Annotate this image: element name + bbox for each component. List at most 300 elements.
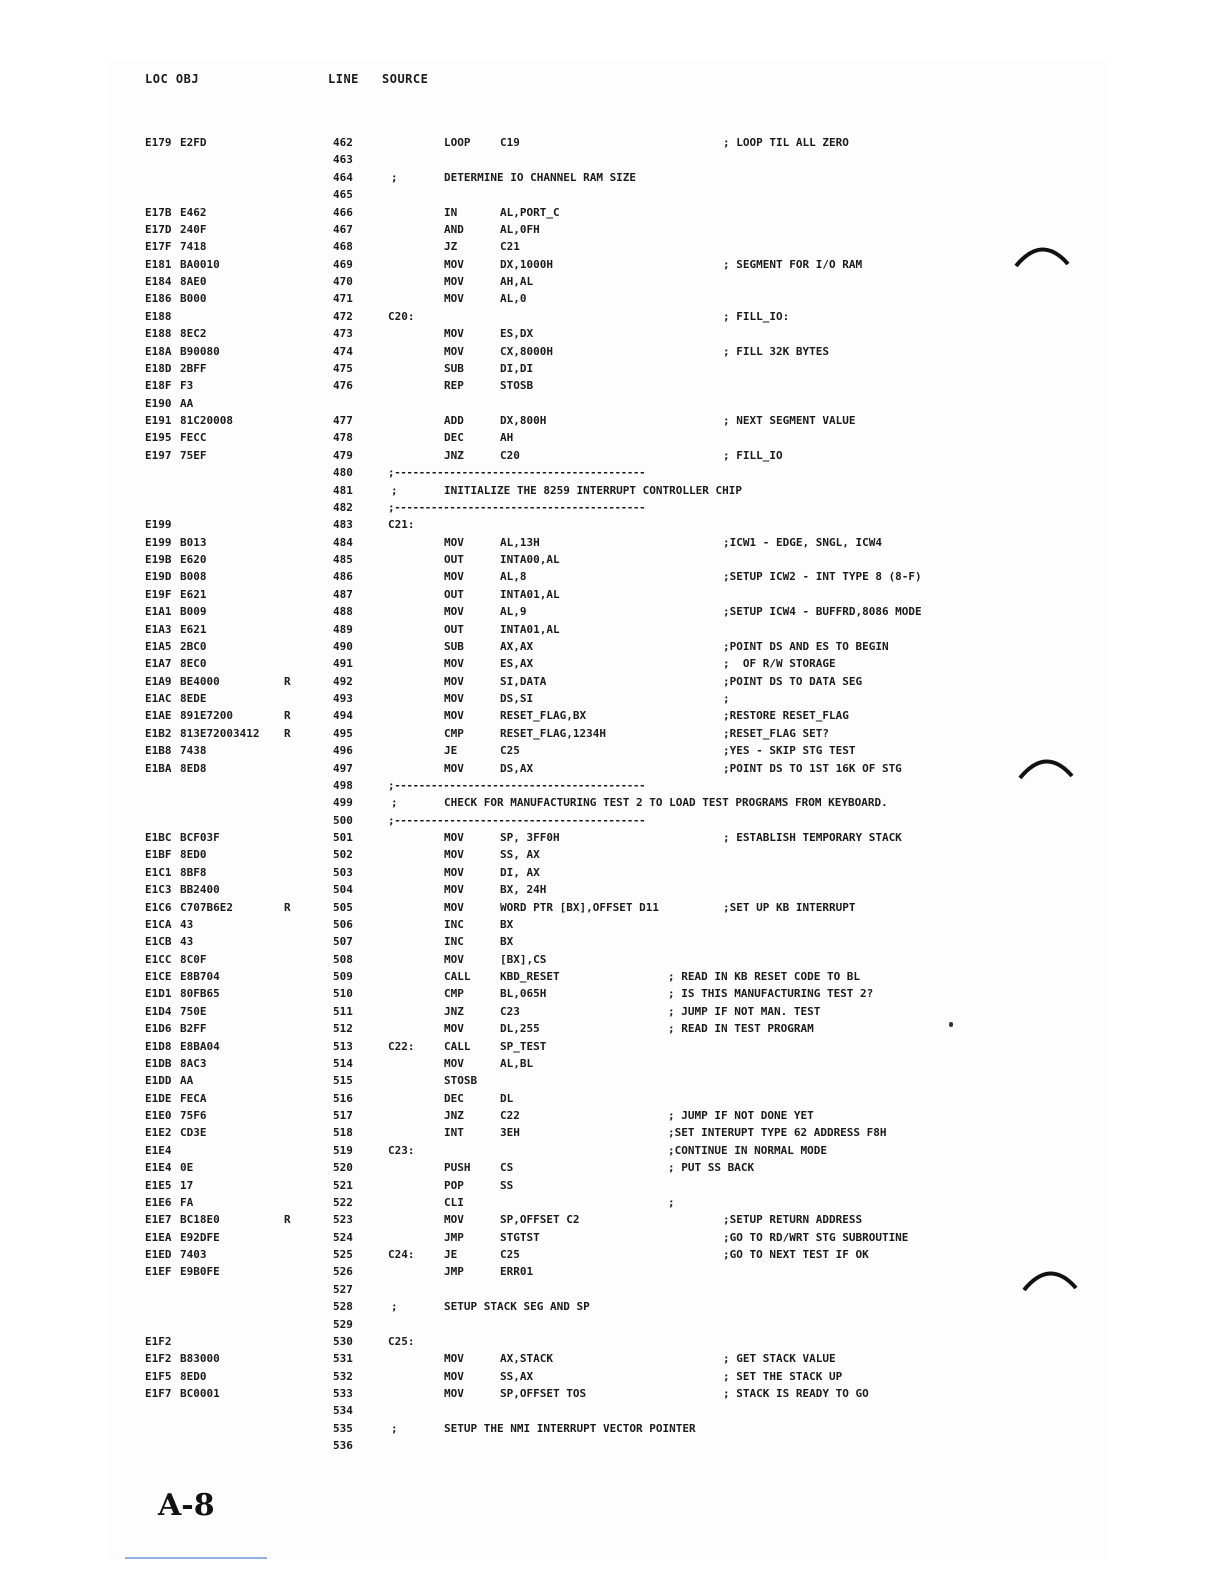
- operand: DX,800H: [500, 414, 547, 427]
- comment: ;: [668, 1195, 675, 1209]
- listing-row: [0, 273, 1224, 290]
- separator-comment: ;-----------------------------------------: [388, 778, 646, 792]
- section-comment: INITIALIZE THE 8259 INTERRUPT CONTROLLER CHIP: [444, 483, 743, 497]
- loc-address: E179: [145, 136, 172, 149]
- opcode: JMP: [444, 1265, 464, 1279]
- object-code: 2BC0: [180, 639, 207, 653]
- opcode: JMP: [444, 1230, 464, 1244]
- comment: ;SET INTERUPT TYPE 62 ADDRESS F8H: [668, 1126, 887, 1140]
- operand: INTA00,AL: [500, 553, 560, 566]
- loc-address: E1E4: [145, 1161, 172, 1175]
- listing-row: [0, 516, 1224, 533]
- line-number: 469: [333, 257, 353, 271]
- operand: AX,STACK: [500, 1352, 553, 1366]
- line-number: 511: [333, 1004, 353, 1018]
- operand: AL,0FH: [500, 222, 540, 236]
- comment: ; READ IN KB RESET CODE TO BL: [668, 970, 861, 983]
- operand: SS,AX: [500, 1369, 534, 1383]
- comment: ; SET THE STACK UP: [723, 1369, 843, 1383]
- listing-row: [0, 151, 1224, 168]
- listing-row: [0, 690, 1224, 707]
- line-number: 491: [333, 657, 353, 671]
- line-number: 527: [333, 1282, 353, 1296]
- object-code: F3: [180, 379, 194, 393]
- listing-row: [0, 707, 1224, 724]
- operand: AH: [500, 431, 514, 445]
- operand: SP_TEST: [500, 1039, 547, 1053]
- opcode: MOV: [444, 1369, 464, 1383]
- listing-row: [0, 1350, 1224, 1367]
- listing-row: [0, 568, 1224, 585]
- line-number: 498: [333, 778, 353, 792]
- listing-row: [0, 655, 1224, 672]
- section-comment: SETUP STACK SEG AND SP: [444, 1300, 590, 1314]
- opcode: MOV: [444, 831, 464, 844]
- listing-row: [0, 1124, 1224, 1141]
- opcode: MOV: [444, 883, 464, 897]
- binder-hole-mark-2: [1016, 752, 1076, 782]
- line-number: 497: [333, 761, 353, 775]
- line-number: 467: [333, 222, 353, 236]
- listing-row: [0, 1298, 1224, 1315]
- separator-comment: ;-----------------------------------------: [388, 813, 646, 827]
- loc-address: E1B8: [145, 744, 172, 758]
- object-code: 8EC2: [180, 327, 207, 341]
- object-code: 43: [180, 935, 194, 949]
- line-number: 524: [333, 1230, 353, 1244]
- opcode: MOV: [444, 1056, 464, 1070]
- line-number: 514: [333, 1056, 353, 1070]
- loc-address: E188: [145, 327, 172, 341]
- object-code: BE4000: [180, 674, 220, 688]
- line-number: 496: [333, 744, 353, 758]
- listing-row: [0, 482, 1224, 499]
- operand: STGTST: [500, 1230, 540, 1244]
- relocation-flag: R: [284, 709, 291, 723]
- line-number: 506: [333, 917, 353, 931]
- listing-row: [0, 412, 1224, 429]
- comment: ;YES - SKIP STG TEST: [723, 744, 856, 758]
- operand: DI,DI: [500, 361, 534, 375]
- loc-address: E1BA: [145, 761, 172, 775]
- loc-address: E191: [145, 414, 172, 427]
- opcode: MOV: [444, 709, 464, 723]
- listing-row: [0, 377, 1224, 394]
- loc-address: E199: [145, 518, 172, 532]
- opcode: JNZ: [444, 1109, 464, 1122]
- opcode: MOV: [444, 1387, 464, 1400]
- operand: INTA01,AL: [500, 587, 560, 601]
- operand: AL,PORT_C: [500, 205, 560, 219]
- line-number: 477: [333, 414, 353, 427]
- loc-address: E1A7: [145, 657, 172, 671]
- line-number: 509: [333, 970, 353, 983]
- line-number: 503: [333, 865, 353, 879]
- operand: ES,AX: [500, 657, 534, 671]
- loc-address: E1A1: [145, 605, 172, 619]
- code-label: C24:: [388, 1248, 415, 1261]
- listing-row: [0, 1229, 1224, 1246]
- listing-row: [0, 638, 1224, 655]
- object-code: E8BA04: [180, 1039, 220, 1053]
- object-code: E621: [180, 622, 207, 636]
- listing-row: [0, 1177, 1224, 1194]
- line-number: 475: [333, 361, 353, 375]
- loc-address: E1E4: [145, 1143, 172, 1157]
- operand: INTA01,AL: [500, 622, 560, 636]
- listing-row: [0, 1385, 1224, 1402]
- operand: AH,AL: [500, 275, 534, 288]
- line-number: 528: [333, 1300, 353, 1314]
- operand: C19: [500, 136, 520, 149]
- operand: AX,AX: [500, 639, 534, 653]
- line-number: 489: [333, 622, 353, 636]
- opcode: CLI: [444, 1195, 464, 1209]
- line-number: 479: [333, 448, 353, 462]
- object-code: B90080: [180, 344, 220, 358]
- object-code: B009: [180, 605, 207, 619]
- opcode: MOV: [444, 952, 464, 966]
- opcode: CALL: [444, 970, 471, 983]
- operand: C25: [500, 1248, 520, 1261]
- section-comment: DETERMINE IO CHANNEL RAM SIZE: [444, 170, 637, 184]
- line-number: 476: [333, 379, 353, 393]
- comment-marker: ;: [391, 483, 398, 497]
- comment: ;ICW1 - EDGE, SNGL, ICW4: [723, 535, 882, 549]
- footer-rule: [125, 1557, 267, 1559]
- opcode: INC: [444, 935, 464, 949]
- object-code: BA0010: [180, 257, 220, 271]
- listing-row: [0, 829, 1224, 846]
- section-comment: SETUP THE NMI INTERRUPT VECTOR POINTER: [444, 1421, 696, 1435]
- line-number: 478: [333, 431, 353, 445]
- listing-row: [0, 290, 1224, 307]
- loc-address: E1ED: [145, 1248, 172, 1261]
- listing-row: [0, 1038, 1224, 1055]
- loc-address: E19D: [145, 570, 172, 584]
- comment: ;SET UP KB INTERRUPT: [723, 900, 856, 914]
- operand: AL,9: [500, 605, 527, 619]
- line-number: 532: [333, 1369, 353, 1383]
- opcode: MOV: [444, 605, 464, 619]
- line-number: 490: [333, 639, 353, 653]
- object-code: E2FD: [180, 136, 207, 149]
- listing-row: [0, 985, 1224, 1002]
- line-number: 464: [333, 170, 353, 184]
- object-code: B2FF: [180, 1022, 207, 1036]
- line-number: 481: [333, 483, 353, 497]
- listing-row: [0, 1368, 1224, 1385]
- object-code: B000: [180, 292, 207, 306]
- operand: KBD_RESET: [500, 970, 560, 983]
- opcode: CMP: [444, 726, 464, 740]
- loc-address: E1D1: [145, 987, 172, 1001]
- object-code: 7438: [180, 744, 207, 758]
- loc-address: E1BC: [145, 831, 172, 844]
- line-number: 466: [333, 205, 353, 219]
- loc-address: E188: [145, 309, 172, 323]
- object-code: 813E72003412: [180, 726, 260, 740]
- listing-row: [0, 1194, 1224, 1211]
- relocation-flag: R: [284, 674, 291, 688]
- line-number: 485: [333, 553, 353, 566]
- object-code: 8AC3: [180, 1056, 207, 1070]
- line-number: 488: [333, 605, 353, 619]
- listing-row: [0, 864, 1224, 881]
- object-code: 80FB65: [180, 987, 220, 1001]
- loc-address: E17D: [145, 222, 172, 236]
- opcode: MOV: [444, 692, 464, 705]
- listing-row: [0, 325, 1224, 342]
- opcode: INC: [444, 917, 464, 931]
- listing-row: [0, 1420, 1224, 1437]
- object-code: B83000: [180, 1352, 220, 1366]
- listing-row: [0, 899, 1224, 916]
- comment: ;GO TO RD/WRT STG SUBROUTINE: [723, 1230, 909, 1244]
- object-code: 8ED8: [180, 761, 207, 775]
- loc-address: E1F5: [145, 1369, 172, 1383]
- comment: ;POINT DS AND ES TO BEGIN: [723, 639, 889, 653]
- loc-address: E1AE: [145, 709, 172, 723]
- line-number: 468: [333, 240, 353, 254]
- object-code: B008: [180, 570, 207, 584]
- operand: DS,AX: [500, 761, 534, 775]
- listing-row: [0, 1055, 1224, 1072]
- opcode: MOV: [444, 1022, 464, 1036]
- comment-marker: ;: [391, 170, 398, 184]
- line-number: 507: [333, 935, 353, 949]
- loc-address: E1AC: [145, 692, 172, 705]
- listing-row: [0, 794, 1224, 811]
- operand: BX, 24H: [500, 883, 547, 897]
- listing-row: [0, 1003, 1224, 1020]
- opcode: JZ: [444, 240, 458, 254]
- operand: C23: [500, 1004, 520, 1018]
- loc-address: E1A3: [145, 622, 172, 636]
- line-number: 517: [333, 1109, 353, 1122]
- opcode: MOV: [444, 275, 464, 288]
- operand: WORD PTR [BX],OFFSET D11: [500, 900, 659, 914]
- listing-row: [0, 1159, 1224, 1176]
- operand: BX: [500, 935, 514, 949]
- operand: STOSB: [500, 379, 534, 393]
- comment: ;RESET_FLAG SET?: [723, 726, 829, 740]
- loc-address: E1BF: [145, 848, 172, 862]
- operand: SS, AX: [500, 848, 540, 862]
- object-code: 8EC0: [180, 657, 207, 671]
- line-number: 465: [333, 188, 353, 202]
- relocation-flag: R: [284, 1213, 291, 1227]
- object-code: E8B704: [180, 970, 220, 983]
- comment: ;POINT DS TO 1ST 16K OF STG: [723, 761, 902, 775]
- line-number: 495: [333, 726, 353, 740]
- object-code: B013: [180, 535, 207, 549]
- line-number: 482: [333, 500, 353, 514]
- loc-address: E1B2: [145, 726, 172, 740]
- header-loc-obj: LOC OBJ: [145, 72, 200, 86]
- speck: [949, 1022, 953, 1027]
- opcode: SUB: [444, 361, 464, 375]
- line-number: 484: [333, 535, 353, 549]
- listing-row: [0, 725, 1224, 742]
- comment: ; FILL 32K BYTES: [723, 344, 829, 358]
- object-code: BC0001: [180, 1387, 220, 1400]
- operand: SP,OFFSET TOS: [500, 1387, 587, 1400]
- opcode: STOSB: [444, 1074, 478, 1088]
- loc-address: E186: [145, 292, 172, 306]
- listing-row: [0, 968, 1224, 985]
- operand: [BX],CS: [500, 952, 547, 966]
- operand: ERR01: [500, 1265, 534, 1279]
- listing-row: [0, 343, 1224, 360]
- opcode: MOV: [444, 327, 464, 341]
- listing-row: [0, 1437, 1224, 1454]
- opcode: SUB: [444, 639, 464, 653]
- loc-address: E184: [145, 275, 172, 288]
- comment: ; NEXT SEGMENT VALUE: [723, 414, 856, 427]
- loc-address: E1D6: [145, 1022, 172, 1036]
- listing-row: [0, 1072, 1224, 1089]
- loc-address: E199: [145, 535, 172, 549]
- line-number: 487: [333, 587, 353, 601]
- listing-row: [0, 1333, 1224, 1350]
- operand: BX: [500, 917, 514, 931]
- operand: SP, 3FF0H: [500, 831, 560, 844]
- loc-address: E1A9: [145, 674, 172, 688]
- line-number: 493: [333, 692, 353, 705]
- line-number: 535: [333, 1421, 353, 1435]
- object-code: E462: [180, 205, 207, 219]
- listing-row: [0, 933, 1224, 950]
- line-number: 520: [333, 1161, 353, 1175]
- operand: BL,065H: [500, 987, 547, 1001]
- listing-row: [0, 447, 1224, 464]
- comment: ; JUMP IF NOT MAN. TEST: [668, 1004, 821, 1018]
- object-code: 75F6: [180, 1109, 207, 1122]
- object-code: 7403: [180, 1248, 207, 1261]
- object-code: 17: [180, 1178, 194, 1192]
- line-number: 508: [333, 952, 353, 966]
- object-code: 75EF: [180, 448, 207, 462]
- listing-row: [0, 395, 1224, 412]
- line-number: 500: [333, 813, 353, 827]
- line-number: 470: [333, 275, 353, 288]
- code-label: C20:: [388, 309, 415, 323]
- relocation-flag: R: [284, 726, 291, 740]
- listing-row: [0, 1090, 1224, 1107]
- opcode: DEC: [444, 1091, 464, 1105]
- object-code: BB2400: [180, 883, 220, 897]
- page-number: A-8: [158, 1488, 215, 1523]
- object-code: 8ED0: [180, 848, 207, 862]
- comment: ;RESTORE RESET_FLAG: [723, 709, 849, 723]
- relocation-flag: R: [284, 900, 291, 914]
- operand: AL,13H: [500, 535, 540, 549]
- opcode: REP: [444, 379, 464, 393]
- code-label: C23:: [388, 1143, 415, 1157]
- opcode: MOV: [444, 900, 464, 914]
- loc-address: E1D4: [145, 1004, 172, 1018]
- comment: ;SETUP ICW4 - BUFFRD,8086 MODE: [723, 605, 922, 619]
- listing-row: [0, 169, 1224, 186]
- opcode: MOV: [444, 570, 464, 584]
- comment: ; IS THIS MANUFACTURING TEST 2?: [668, 987, 874, 1001]
- comment-marker: ;: [391, 1421, 398, 1435]
- line-number: 471: [333, 292, 353, 306]
- loc-address: E1CE: [145, 970, 172, 983]
- object-code: C707B6E2: [180, 900, 233, 914]
- operand: ES,DX: [500, 327, 534, 341]
- object-code: BC18E0: [180, 1213, 220, 1227]
- object-code: 2BFF: [180, 361, 207, 375]
- operand: CX,8000H: [500, 344, 553, 358]
- listing-row: [0, 1402, 1224, 1419]
- loc-address: E1E5: [145, 1178, 172, 1192]
- object-code: AA: [180, 1074, 194, 1088]
- line-number: 499: [333, 796, 353, 810]
- operand: DS,SI: [500, 692, 534, 705]
- line-number: 526: [333, 1265, 353, 1279]
- listing-row: [0, 186, 1224, 203]
- opcode: MOV: [444, 657, 464, 671]
- loc-address: E197: [145, 448, 172, 462]
- line-number: 473: [333, 327, 353, 341]
- object-code: CD3E: [180, 1126, 207, 1140]
- object-code: 8BF8: [180, 865, 207, 879]
- code-label: C25:: [388, 1334, 415, 1348]
- object-code: 8ED0: [180, 1369, 207, 1383]
- loc-address: E1D8: [145, 1039, 172, 1053]
- opcode: MOV: [444, 292, 464, 306]
- line-number: 510: [333, 987, 353, 1001]
- loc-address: E1DD: [145, 1074, 172, 1088]
- loc-address: E1E6: [145, 1195, 172, 1209]
- comment: ; READ IN TEST PROGRAM: [668, 1022, 814, 1036]
- listing-row: [0, 429, 1224, 446]
- line-number: 474: [333, 344, 353, 358]
- opcode: CALL: [444, 1039, 471, 1053]
- opcode: MOV: [444, 257, 464, 271]
- line-number: 525: [333, 1248, 353, 1261]
- object-code: FA: [180, 1195, 194, 1209]
- comment: ; JUMP IF NOT DONE YET: [668, 1109, 814, 1122]
- binder-hole-mark-1: [1012, 240, 1072, 270]
- object-code: 750E: [180, 1004, 207, 1018]
- opcode: MOV: [444, 1213, 464, 1227]
- comment: ;POINT DS TO DATA SEG: [723, 674, 863, 688]
- opcode: IN: [444, 205, 458, 219]
- listing-row: [0, 1246, 1224, 1263]
- listing-row: [0, 951, 1224, 968]
- object-code: 0E: [180, 1161, 194, 1175]
- opcode: MOV: [444, 535, 464, 549]
- listing-row: [0, 621, 1224, 638]
- loc-address: E181: [145, 257, 172, 271]
- line-number: 512: [333, 1022, 353, 1036]
- listing-row: [0, 1107, 1224, 1124]
- comment: ; FILL_IO:: [723, 309, 790, 323]
- opcode: MOV: [444, 674, 464, 688]
- line-number: 505: [333, 900, 353, 914]
- line-number: 515: [333, 1074, 353, 1088]
- opcode: LOOP: [444, 136, 471, 149]
- opcode: POP: [444, 1178, 464, 1192]
- loc-address: E1F2: [145, 1334, 172, 1348]
- listing-row: [0, 221, 1224, 238]
- opcode: JNZ: [444, 448, 464, 462]
- line-number: 530: [333, 1334, 353, 1348]
- operand: RESET_FLAG,BX: [500, 709, 587, 723]
